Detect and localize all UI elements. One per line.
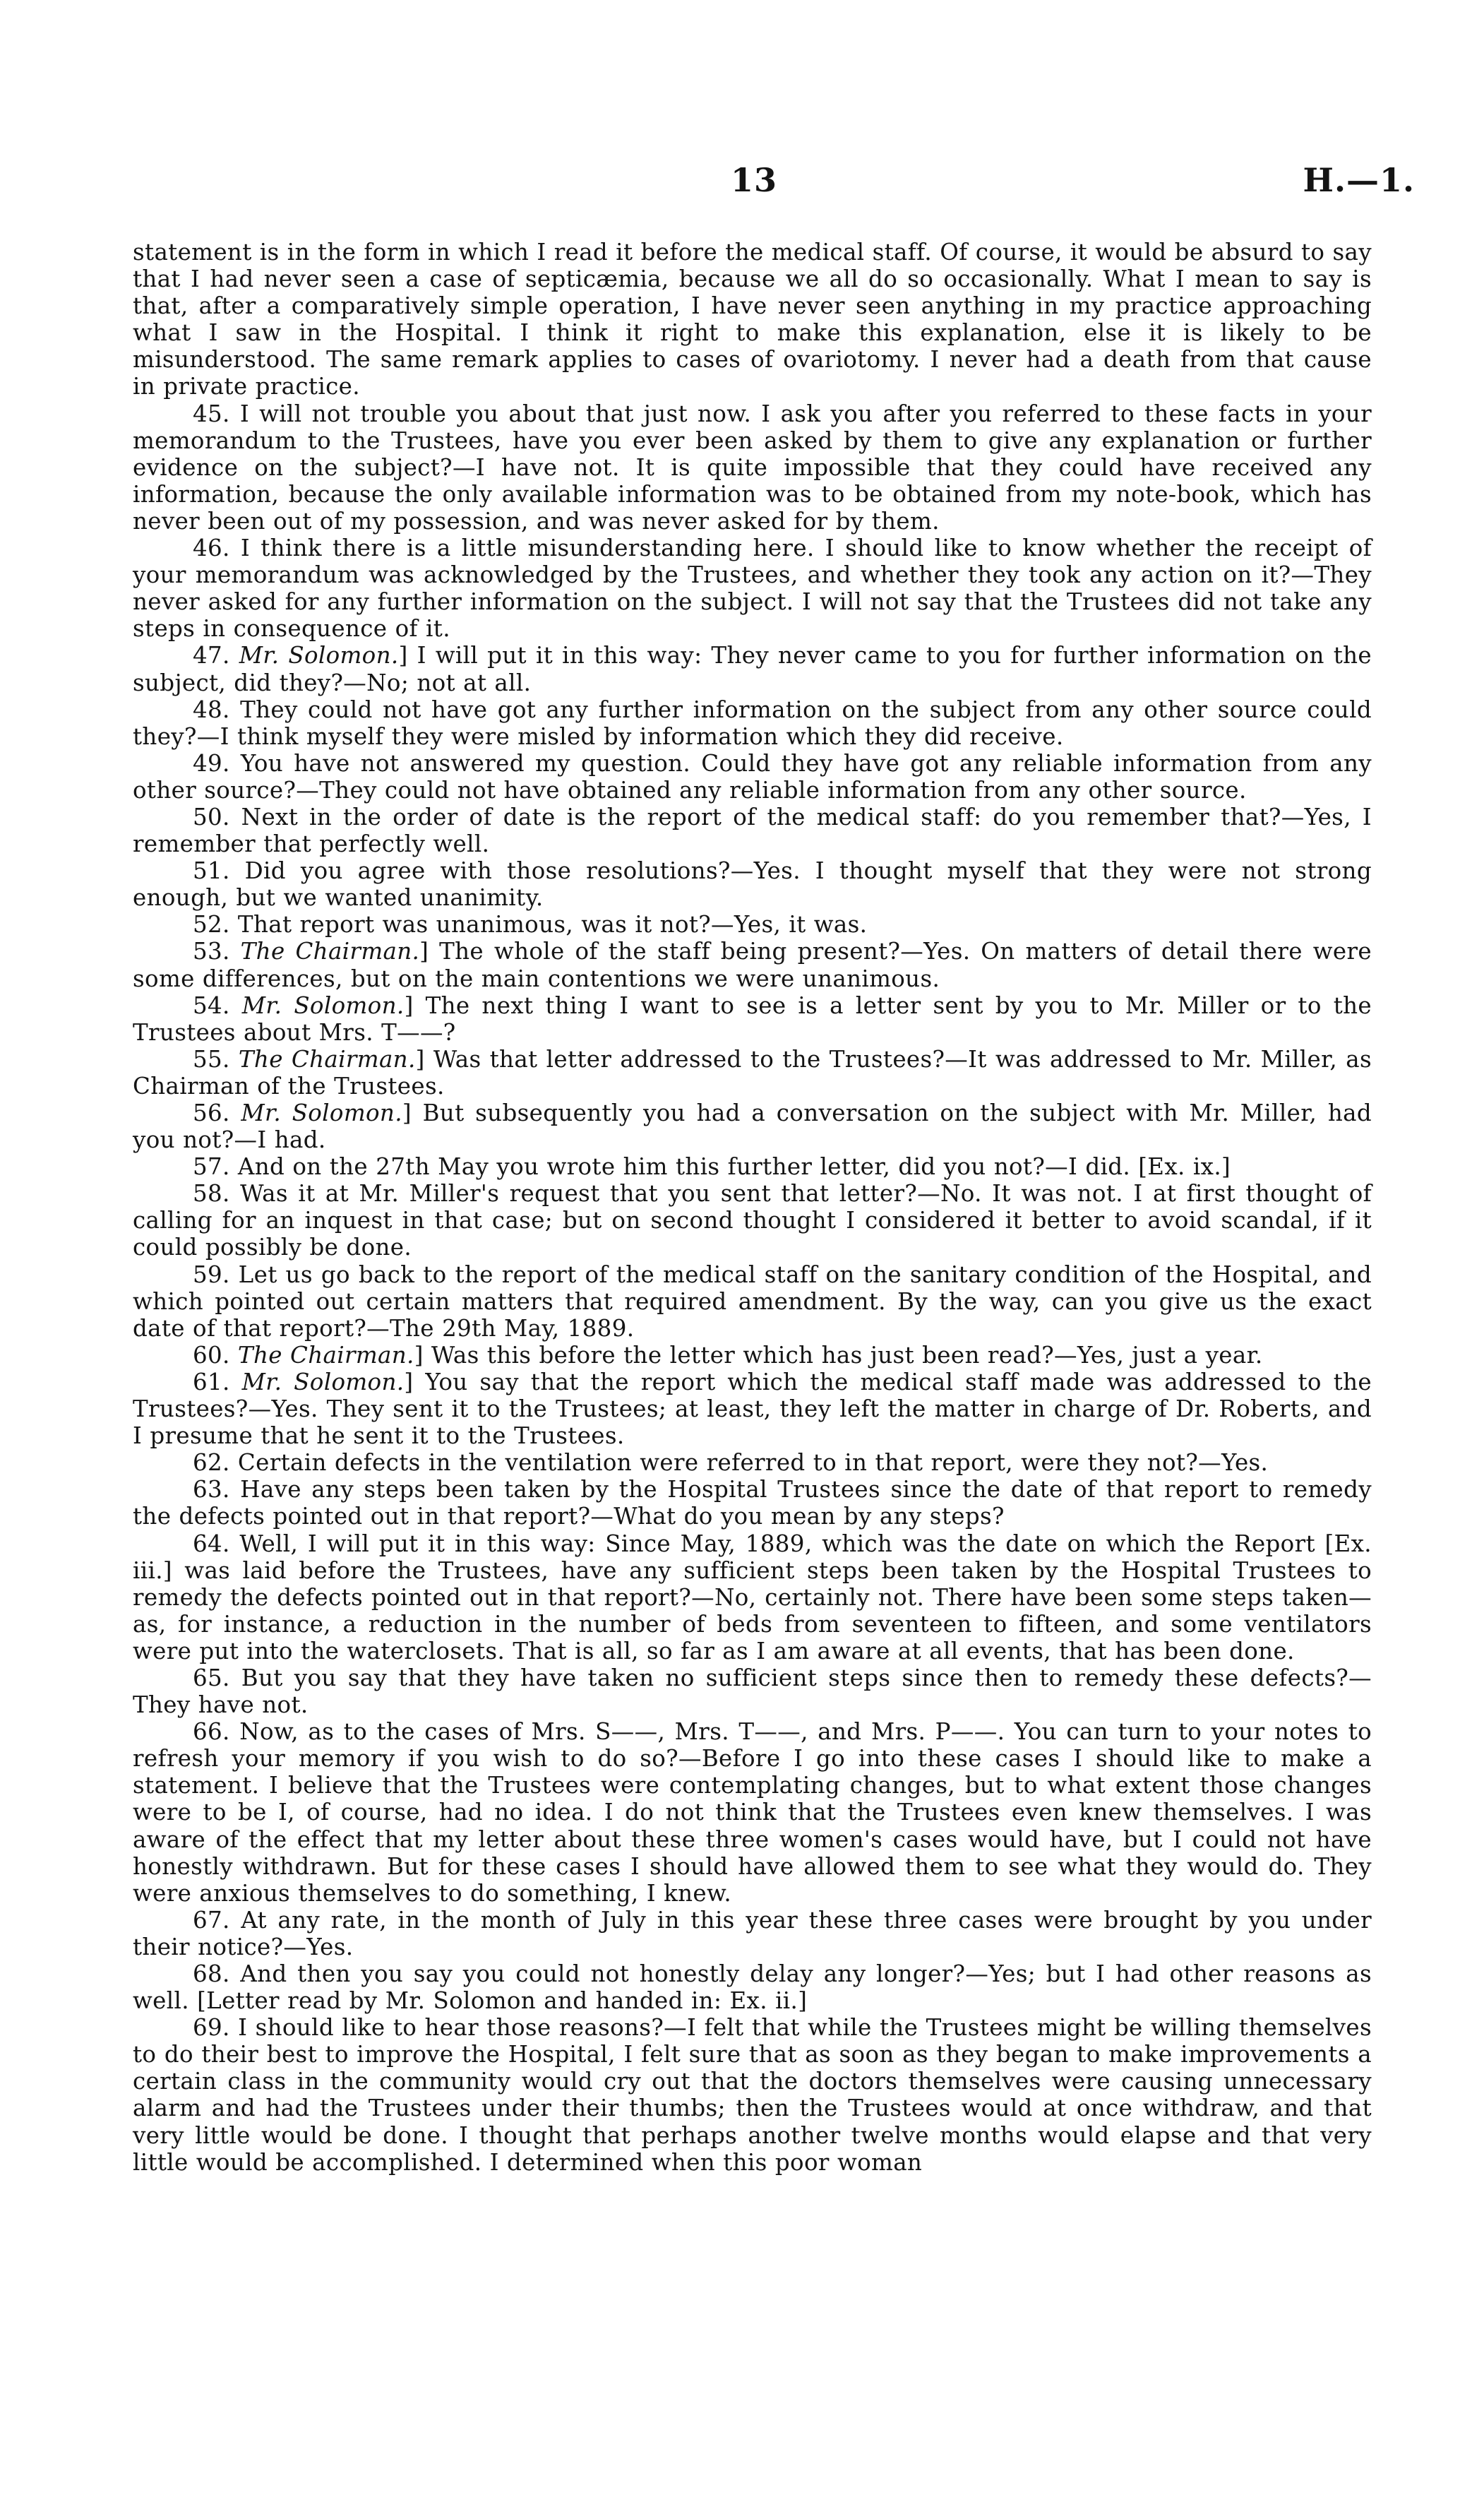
question-54: 54. Mr. Solomon.] The next thing I want to see is a letter sent by you to Mr. Miller or to the Trustees about Mrs. T——?: [133, 991, 1372, 1046]
question-56: 56. Mr. Solomon.] But subsequently you had a conversation on the subject with Mr. Miller, had you not?—I had.: [133, 1100, 1372, 1154]
question-58: 58. Was it at Mr. Miller's request that you sent that letter?—No. It was not. I at first thought of calling for an inquest in that case; but on second thought I considered it better to avoid scandal, if it could possibly be done.: [133, 1180, 1372, 1261]
question-46: 46. I think there is a little misunderstanding here. I should like to know whether the receipt of your memorandum was acknowledged by the Trustees, and whether they took any action on it?—They never asked for any further information on the subject. I will not say that the Trustees did not take any steps in consequence of it.: [133, 535, 1372, 643]
question-51: 51. Did you agree with those resolutions?—Yes. I thought myself that they were not strong enough, but we wanted unanimity.: [133, 857, 1372, 912]
speaker-name: Mr. Solomon.: [241, 1368, 405, 1395]
question-57: 57. And on the 27th May you wrote him this further letter, did you not?—I did. [Ex. ix.]: [193, 1153, 1231, 1181]
speaker-name: Mr. Solomon.: [241, 1100, 402, 1126]
question-66: 66. Now, as to the cases of Mrs. S——, Mrs. T——, and Mrs. P——. You can turn to your notes to refresh your memory if you wish to do so?—Before I go into these cases I should like to make a statement. I believe that the Trustees were contemplating changes, but to what extent those changes were to be I, of course, had no idea. I do not think that the Trustees even knew themselves. I was aware of the effect that my letter about these three women's cases would have, but I could not have honestly withdrawn. But for these cases I should have allowed them to see what they would do. They were anxious themselves to do something, I knew.: [133, 1718, 1372, 1907]
speaker-name: Mr. Solomon.: [239, 642, 399, 669]
page-header: [0, 161, 1484, 218]
question-49: 49. You have not answered my question. Could they have got any reliable information from any other source?—They could not have obtained any reliable information from any other source.: [133, 749, 1372, 804]
question-47: 47. Mr. Solomon.] I will put it in this way: They never came to you for further information on the subject, did they?—No; not at all.: [133, 642, 1372, 696]
question-64: 64. Well, I will put it in this way: Since May, 1889, which was the date on which the Report [Ex. iii.] was laid before the Trustees, have any sufficient steps been taken by the Hospital Trustees to remedy the defects pointed out in that report?—No, certainly not. There have been some steps taken—as, for instance, a reduction in the number of beds from seventeen to fifteen, and some ventilators were put into the waterclosets. That is all, so far as I am aware at all events, that has been done.: [133, 1530, 1372, 1665]
page-number: 13: [731, 161, 778, 199]
question-59: 59. Let us go back to the report of the medical staff on the sanitary condition of the Hospital, and which pointed out certain matters that required amendment. By the way, can you give us the exact date of that report?—The 29th May, 1889.: [133, 1261, 1372, 1342]
question-50: 50. Next in the order of date is the report of the medical staff: do you remember that?—Yes, I remember that perfectly well.: [133, 803, 1372, 858]
question-65: 65. But you say that they have taken no sufficient steps since then to remedy these defects?—They have not.: [133, 1664, 1372, 1719]
question-61: 61. Mr. Solomon.] You say that the report which the medical staff made was addressed to the Trustees?—Yes. They sent it to the Trustees; at least, they left the matter in charge of Dr. Roberts, and I presume that he sent it to the Trustees.: [133, 1368, 1372, 1450]
series-code: H.—1.: [1303, 161, 1415, 199]
question-62: 62. Certain defects in the ventilation were referred to in that report, were they not?—Yes.: [193, 1449, 1269, 1477]
question-55: 55. The Chairman.] Was that letter addressed to the Trustees?—It was addressed to Mr. Miller, as Chairman of the Trustees.: [133, 1045, 1372, 1100]
speaker-name: Mr. Solomon.: [241, 991, 405, 1019]
question-45: 45. I will not trouble you about that just now. I ask you after you referred to these facts in your memorandum to the Trustees, have you ever been asked by them to give any explanation or further evidence on the subject?—I have not. It is quite impossible that they could have received any information, because the only available information was to be obtained from my note-book, which has never been out of my possession, and was never asked for by them.: [133, 400, 1372, 535]
question-60: 60. The Chairman.] Was this before the letter which has just been read?—Yes, just a year.: [193, 1341, 1263, 1369]
question-69: 69. I should like to hear those reasons?—I felt that while the Trustees might be willing themselves to do their best to improve the Hospital, I felt sure that as soon as they began to make improvements a certain class in the community would cry out that the doctors themselves were causing unnecessary alarm and had the Trustees under their thumbs; then the Trustees would at once withdraw, and that very little would be done. I thought that perhaps another twelve months would elapse and that very little would be accomplished. I determined when this poor woman: [133, 2014, 1372, 2176]
speaker-name: The Chairman.: [237, 1341, 414, 1369]
speaker-name: The Chairman.: [240, 938, 420, 965]
paragraph-continuation: statement is in the form in which I read it before the medical staff. Of course, it would be absurd to say that I had never seen a case of septicæmia, because we all do so occasionally. What I mean to say is that, after a comparatively simple operation, I have never seen anything in my practice approaching what I saw in the Hospital. I think it right to make this explanation, else it is likely to be misunderstood. The same remark applies to cases of ovariotomy. I never had a death from that cause in private practice.: [133, 239, 1372, 400]
speaker-name: The Chairman.: [238, 1045, 416, 1073]
question-68: 68. And then you say you could not honestly delay any longer?—Yes; but I had other reasons as well. [Letter read by Mr. Solomon and handed in: Ex. ii.]: [133, 1960, 1372, 2015]
question-67: 67. At any rate, in the month of July in this year these three cases were brought by you under their notice?—Yes.: [133, 1906, 1372, 1960]
question-53: 53. The Chairman.] The whole of the staff being present?—Yes. On matters of detail there were some differences, but on the main contentions we were unanimous.: [133, 938, 1372, 992]
question-48: 48. They could not have got any further information on the subject from any other source could they?—I think myself they were misled by information which they did receive.: [133, 696, 1372, 750]
question-52: 52. That report was unanimous, was it not?—Yes, it was.: [193, 911, 868, 939]
question-63: 63. Have any steps been taken by the Hospital Trustees since the date of that report to remedy the defects pointed out in that report?—What do you mean by any steps?: [133, 1476, 1372, 1530]
body-text: [133, 239, 1372, 2176]
